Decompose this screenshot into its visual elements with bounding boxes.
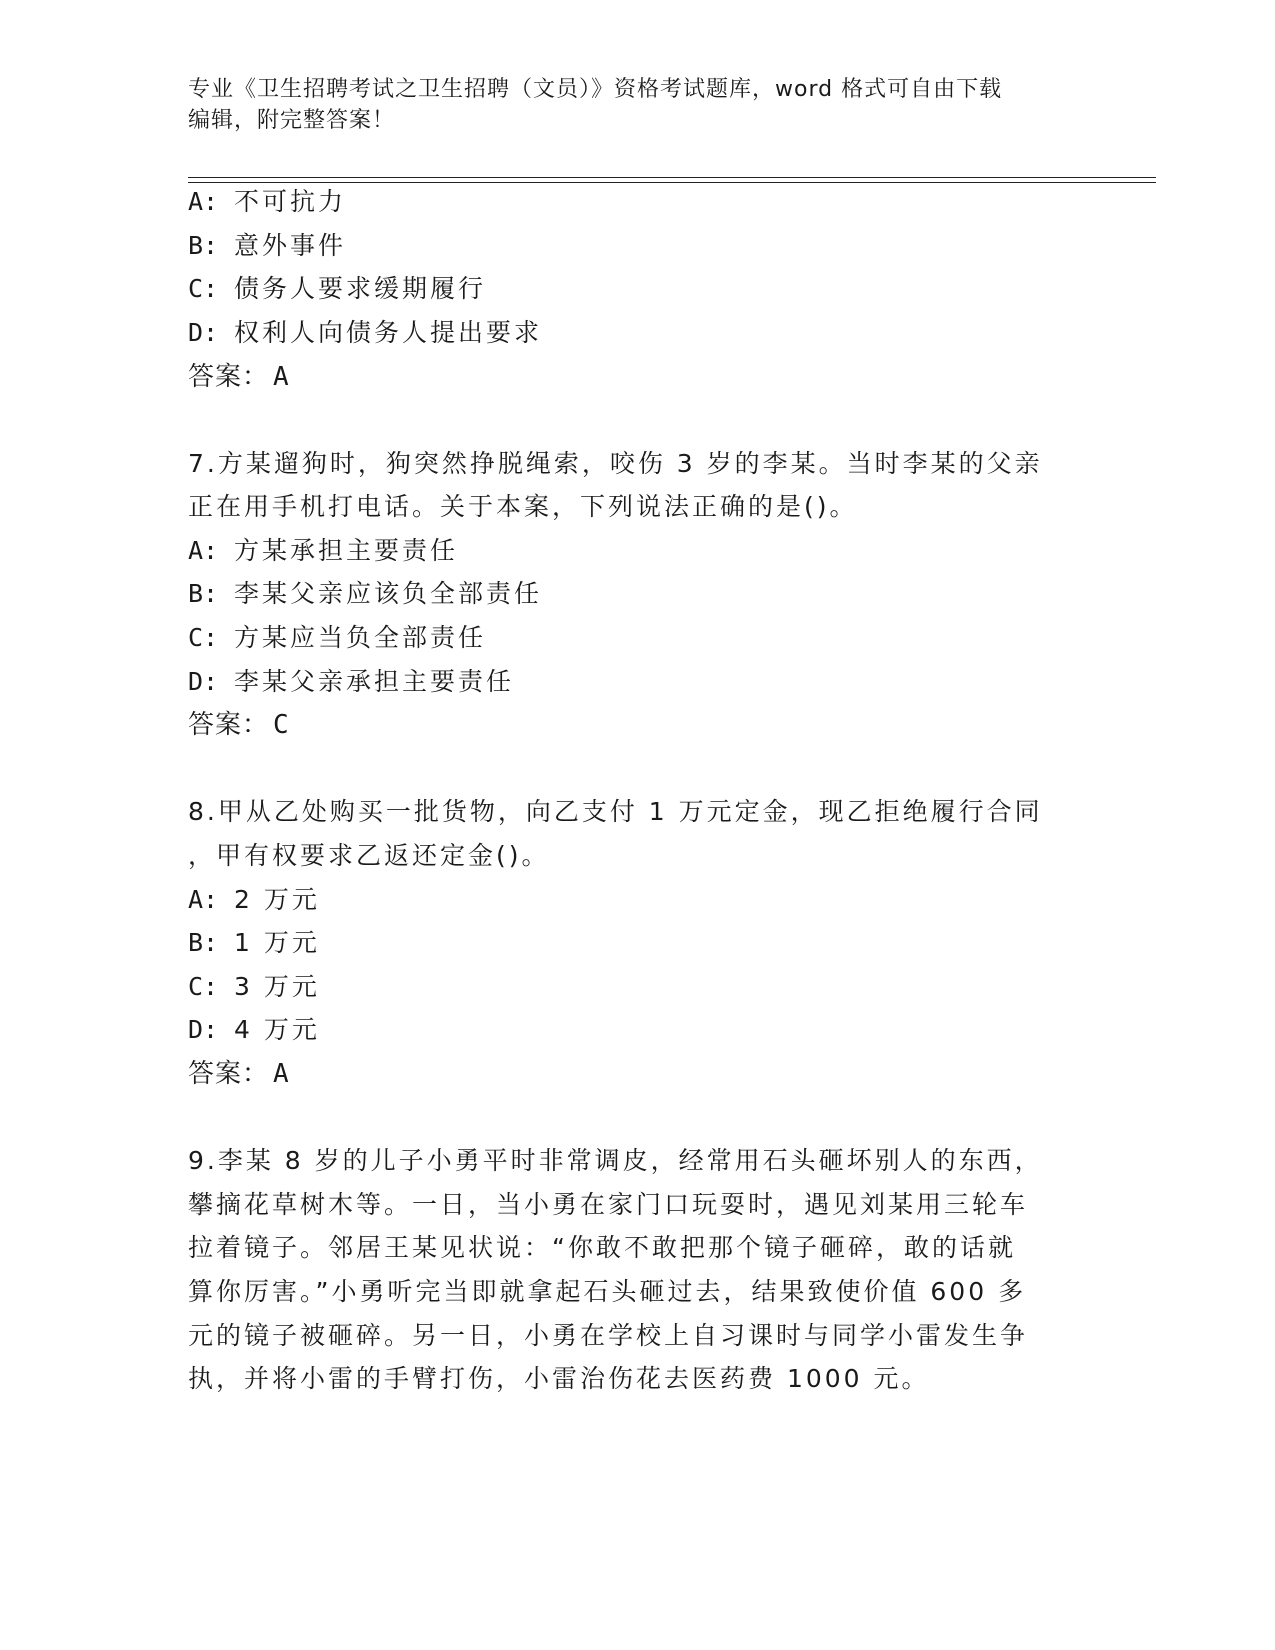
q6-option-c	[188, 273, 486, 305]
document-header	[188, 74, 1058, 136]
q7-stem-line-2: 正在用手机打电话。关于本案，下列说法正确的是()。	[188, 492, 858, 521]
answer-value: A	[273, 1059, 290, 1089]
option-key: B:	[188, 928, 219, 957]
q7-option-b	[188, 578, 542, 610]
q7-option-d	[188, 666, 514, 698]
header-divider-bottom	[188, 182, 1156, 183]
option-key: C:	[188, 972, 219, 1001]
q6-option-d	[188, 317, 542, 349]
answer-label: 答案：	[188, 1059, 270, 1089]
q8-answer	[188, 1058, 290, 1090]
q7-option-c	[188, 622, 486, 654]
option-text: 方某承担主要责任	[234, 536, 459, 565]
option-key: B:	[188, 231, 219, 260]
option-key: D:	[188, 318, 219, 347]
answer-value: C	[273, 710, 290, 740]
option-text: 1 万元	[234, 928, 320, 957]
q8-stem-line-2: ，甲有权要求乙返还定金()。	[188, 841, 550, 870]
q8-stem-line-1: 8.甲从乙处购买一批货物，向乙支付 1 万元定金，现乙拒绝履行合同	[188, 797, 1043, 826]
option-text: 意外事件	[234, 231, 347, 260]
header-divider-top	[188, 177, 1156, 178]
option-text: 不可抗力	[234, 187, 347, 216]
option-key: D:	[188, 667, 219, 696]
header-line-1: 专业《卫生招聘考试之卫生招聘（文员）》资格考试题库，word 格式可自由下载	[188, 77, 1003, 102]
q8-option-c	[188, 971, 320, 1003]
q8-option-a	[188, 884, 320, 916]
q9-stem-line-1: 9.李某 8 岁的儿子小勇平时非常调皮，经常用石头砸坏别人的东西，	[188, 1146, 1043, 1175]
option-text: 方某应当负全部责任	[234, 623, 487, 652]
q9-stem-line-3: 拉着镜子。邻居王某见状说：“你敢不敢把那个镜子砸碎，敢的话就	[188, 1233, 1016, 1262]
answer-value: A	[273, 362, 290, 392]
q7-answer	[188, 709, 290, 741]
option-text: 债务人要求缓期履行	[234, 274, 487, 303]
option-text: 权利人向债务人提出要求	[234, 318, 543, 347]
q9-stem-line-5: 元的镜子被砸碎。另一日，小勇在学校上自习课时与同学小雷发生争	[188, 1321, 1029, 1350]
q6-answer	[188, 361, 290, 393]
option-text: 李某父亲承担主要责任	[234, 667, 515, 696]
q8-option-d	[188, 1014, 320, 1046]
answer-label: 答案：	[188, 710, 270, 740]
option-key: A:	[188, 885, 219, 914]
option-key: C:	[188, 274, 219, 303]
option-key: D:	[188, 1015, 219, 1044]
q7-option-a	[188, 535, 458, 567]
answer-label: 答案：	[188, 362, 270, 392]
option-text: 3 万元	[234, 972, 320, 1001]
header-line-2: 编辑，附完整答案！	[188, 108, 396, 133]
option-key: A:	[188, 187, 219, 216]
option-key: A:	[188, 536, 219, 565]
q9-stem-line-6: 执，并将小雷的手臂打伤，小雷治伤花去医药费 1000 元。	[188, 1364, 930, 1393]
q8-option-b	[188, 927, 320, 959]
q9-stem-line-4: 算你厉害。”小勇听完当即就拿起石头砸过去，结果致使价值 600 多	[188, 1277, 1027, 1306]
option-key: B:	[188, 579, 219, 608]
option-text: 李某父亲应该负全部责任	[234, 579, 543, 608]
q9-stem-line-2: 攀摘花草树木等。一日，当小勇在家门口玩耍时，遇见刘某用三轮车	[188, 1190, 1029, 1219]
q7-stem-line-1: 7.方某遛狗时，狗突然挣脱绳索，咬伤 3 岁的李某。当时李某的父亲	[188, 449, 1043, 478]
option-key: C:	[188, 623, 219, 652]
q6-option-a	[188, 186, 346, 218]
q6-option-b	[188, 230, 346, 262]
option-text: 4 万元	[234, 1015, 320, 1044]
option-text: 2 万元	[234, 885, 320, 914]
